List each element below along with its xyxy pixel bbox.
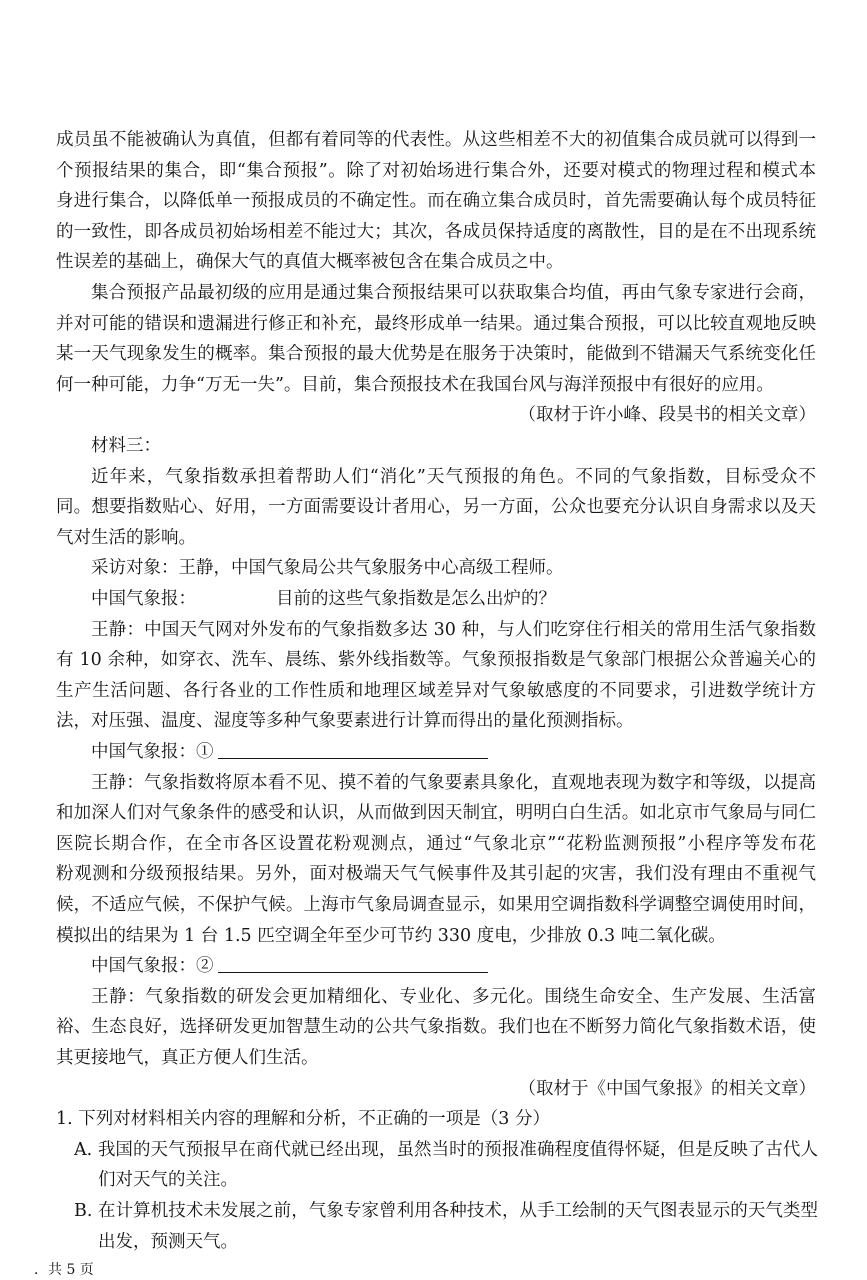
text-line: 和加深人们对气象条件的感受和认识，从而做到因天制宜，明明白白生活。如北京市气象局与同仁 (56, 803, 816, 823)
text-line: 粉观测和分级预报结果。另外，面对极端天气气候事件及其引起的灾害，我们没有理由不重视气 (56, 864, 816, 884)
reporter-question (91, 583, 816, 615)
blank-label: 中国气象报：① (91, 742, 214, 762)
text-line: 模拟出的结果为 1 台 1.5 匹空调全年至少可节约 330 度电，少排放 0.3 吨二氧化碳。 (56, 926, 726, 946)
option-b[interactable]: B. 在计算机技术未发展之前，气象专家曾利用各种技术，从手工绘制的天气图表显示的天气类型 (74, 1201, 818, 1221)
option-b-continued: 出发，预测天气。 (98, 1232, 238, 1252)
source-citation: （取材于《中国气象报》的相关文章） (518, 1079, 816, 1099)
text-line: 身进行集合，以降低单一预报成员的不确定性。而在确立集合成员时，首先需要确认每个成员特征 (56, 191, 816, 211)
text-line: 医院长期合作，在全市各区设置花粉观测点，通过“气象北京”“花粉监测预报”小程序等发布花 (56, 834, 816, 854)
interviewee-line: 采访对象：王静，中国气象局公共气象服务中心高级工程师。 (91, 558, 564, 578)
text-line: 何一种可能，力争“万无一失”。目前，集合预报技术在我国台风与海洋预报中有很好的应用。 (56, 375, 774, 395)
text-line: 法，对压强、温度、湿度等多种气象要素进行计算而得出的量化预测指标。 (56, 711, 634, 731)
text-line: 其更接地气，真正方便人们生活。 (56, 1048, 319, 1068)
source-citation: （取材于许小峰、段昊书的相关文章） (518, 405, 816, 425)
text-line: 王静：气象指数将原本看不见、摸不着的气象要素具象化，直观地表现为数字和等级，以提高 (91, 773, 816, 793)
text-line: 成员虽不能被确认为真值，但都有着同等的代表性。从这些相差不大的初值集合成员就可以得到一 (56, 130, 816, 150)
text-line: 集合预报产品最初级的应用是通过集合预报结果可以获取集合均值，再由气象专家进行会商， (91, 283, 816, 303)
question-text: 目前的这些气象指数是怎么出炉的？ (276, 589, 556, 609)
text-line: 某一天气现象发生的概率。集合预报的最大优势是在服务于决策时，能做到不错漏天气系统变化任 (56, 344, 816, 364)
text-line: 气对生活的影响。 (56, 528, 196, 548)
reporter-label: 中国气象报： (91, 589, 196, 609)
answer-blank[interactable] (218, 954, 488, 973)
text-line: 近年来，气象指数承担着帮助人们“消化”天气预报的角色。不同的气象指数，目标受众不 (91, 467, 816, 487)
text-line: 个预报结果的集合，即“集合预报”。除了对初始场进行集合外，还要对模式的物理过程和模式本 (56, 161, 816, 181)
text-line: 王静：中国天气网对外发布的气象指数多达 30 种，与人们吃穿住行相关的常用生活气象指数 (91, 620, 816, 640)
fill-blank-question-1 (91, 736, 816, 768)
text-line: 裕、生态良好，选择研发更加智慧生动的公共气象指数。我们也在不断努力简化气象指数术语，使 (56, 1017, 816, 1037)
text-line: 同。想要指数贴心、好用，一方面需要设计者用心，另一方面，公众也要充分认识自身需求以及天 (56, 497, 816, 517)
text-line: 的一致性，即各成员初始场相差不能过大；其次，各成员保持适度的离散性，目的是在不出现系统 (56, 222, 816, 242)
option-a[interactable]: A. 我国的天气预报早在商代就已经出现，虽然当时的预报准确程度值得怀疑，但是反映了古代人 (74, 1140, 818, 1160)
material-heading: 材料三： (91, 436, 161, 456)
question-stem: 1. 下列对材料相关内容的理解和分析，不正确的一项是（3 分） (56, 1109, 550, 1129)
fill-blank-question-2 (91, 950, 816, 982)
option-a-continued: 们对天气的关注。 (98, 1170, 238, 1190)
text-line: 并对可能的错误和遗漏进行修正和补充，最终形成单一结果。通过集合预报，可以比较直观地反映 (56, 314, 816, 334)
blank-label: 中国气象报：② (91, 956, 214, 976)
page-footer: ．共 5 页 (34, 1262, 94, 1278)
text-line: 生产生活问题、各行各业的工作性质和地理区域差异对气象敏感度的不同要求，引进数学统计方 (56, 681, 816, 701)
text-line: 有 10 余种，如穿衣、洗车、晨练、紫外线指数等。气象预报指数是气象部门根据公众普遍关心的 (56, 650, 816, 670)
text-line: 候，不适应气候，不保护气候。上海市气象局调查显示，如果用空调指数科学调整空调使用时间， (56, 895, 816, 915)
answer-blank[interactable] (218, 740, 488, 759)
text-line: 性误差的基础上，确保大气的真值大概率被包含在集合成员之中。 (56, 252, 564, 272)
text-line: 王静：气象指数的研发会更加精细化、专业化、多元化。围绕生命安全、生产发展、生活富 (91, 987, 816, 1007)
